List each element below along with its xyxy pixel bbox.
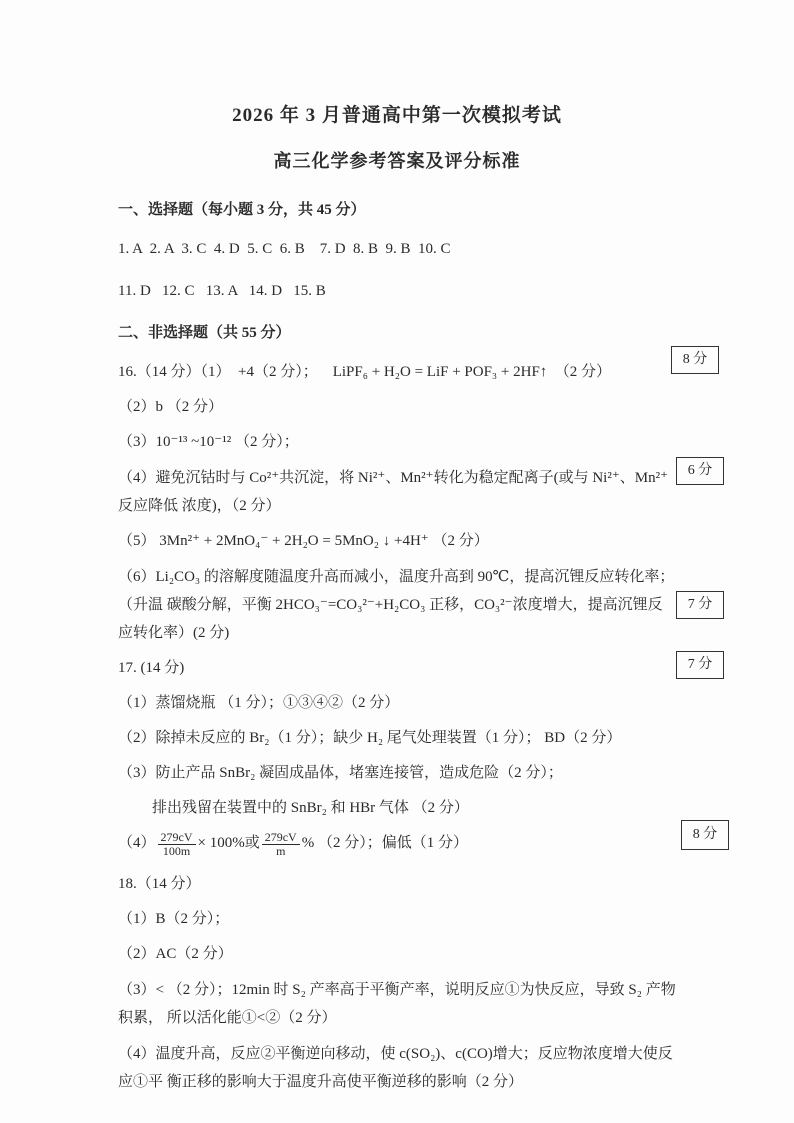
- score-box-q17-part2: 7 分: [676, 651, 724, 679]
- q18-line-1: （1）B（2 分）；: [118, 911, 230, 928]
- q18-line-3: （3）< （2 分）；12min 时 S₂ 产率高于平衡产率，说明反应①为快反应，导致 S₂ 产物积累， 所以活化能①<②（2 分）: [118, 982, 676, 1027]
- q17-line-3: （3）防止产品 SnBr₂ 凝固成晶体，堵塞连接管，造成危险（2 分）；: [118, 765, 563, 781]
- section2-heading: 二、非选择题（共 55 分）: [118, 325, 291, 341]
- q16-chemical-equation-1: LiPF₆ + H₂O = LiF + POF₃ + 2HF↑: [332, 364, 548, 380]
- q16-line-1: [118, 359, 676, 386]
- fraction-279cV-100m: [158, 831, 196, 860]
- fraction-279cV-m: [262, 831, 300, 860]
- question-17-block: [118, 655, 676, 859]
- q17-line-1: （1）蒸馏烧瓶 （1 分）；①③④②（2 分）: [118, 695, 400, 711]
- section1-heading: 一、选择题（每小题 3 分，共 45 分）: [118, 202, 366, 218]
- exam-title: 2026 年 3 月普通高中第一次模拟考试: [232, 105, 562, 126]
- fraction-denominator: m: [276, 844, 286, 859]
- fraction-denominator: 100m: [162, 844, 191, 859]
- q17-line-3b: 排出残留在装置中的 SnBr₂ 和 HBr 气体 （2 分）: [152, 800, 469, 816]
- q17-line4-prefix: （4）: [118, 835, 156, 851]
- answers-row-2: 11. D 12. C 13. A 14. D 15. B: [118, 283, 326, 299]
- q16-line1-suffix: （2 分）: [547, 364, 612, 380]
- question-16-block: [118, 359, 676, 647]
- q18-line-4: （4）温度升高，反应②平衡逆向移动，使 c(SO₂)、c(CO)增大；反应物浓度增大使反应①平 衡正移的影响大于温度升高使平衡逆移的影响（2 分）: [118, 1046, 673, 1091]
- q16-line1-prefix: 16.（14 分）（1） +4（2 分）；: [118, 364, 333, 380]
- score-box-q16-part2: 6 分: [676, 457, 724, 485]
- q16-line-6: （6）Li₂CO₃ 的溶解度随温度升高而减小，温度升高到 90℃，提高沉锂反应转化率；（升温 碳酸分解，平衡 2HCO₃⁻=CO₃²⁻+H₂CO₃ 正移，CO₃²⁻浓度增大，提高沉锂反应转化率）(2 分): [118, 569, 675, 641]
- fraction-numerator: 279cV: [262, 831, 300, 846]
- score-box-q17-part1: 7 分: [676, 591, 724, 619]
- q17-line-2: （2）除掉未反应的 Br₂（1 分）；缺少 H₂ 尾气处理装置（1 分）； BD（2 分）: [118, 730, 622, 746]
- q16-line-2: （2）b （2 分）: [118, 399, 224, 415]
- q17-line4-suffix: % （2 分）；偏低（1 分）: [301, 835, 468, 851]
- score-box-q18: 8 分: [681, 820, 729, 850]
- exam-subtitle: 高三化学参考答案及评分标准: [273, 151, 521, 171]
- q16-line-3: （3）10⁻¹³ ~10⁻¹² （2 分）；: [118, 434, 299, 450]
- score-box-q16-part1: 8 分: [671, 346, 719, 374]
- q17-line-4: [118, 830, 676, 859]
- q17-heading: 17. (14 分): [118, 660, 185, 676]
- q18-heading: 18.（14 分）: [118, 876, 201, 893]
- fraction-numerator: 279cV: [158, 831, 196, 846]
- q16-line-4: （4）避免沉钴时与 Co²⁺共沉淀，将 Ni²⁺、Mn²⁺转化为稳定配离子(或与 Ni²⁺、Mn²⁺反应降低 浓度)，（2 分）: [118, 470, 669, 514]
- answers-row-1: 1. A 2. A 3. C 4. D 5. C 6. B 7. D 8. B 9. B 10. C: [118, 241, 451, 257]
- q17-line4-mid: × 100%或: [197, 835, 260, 851]
- q18-line-2: （2）AC（2 分）: [118, 946, 233, 963]
- question-18-block: [118, 871, 676, 1096]
- q16-line-5: （5） 3Mn²⁺ + 2MnO₄⁻ + 2H₂O = 5MnO₂ ↓ +4H⁺ （2 分）: [118, 533, 489, 549]
